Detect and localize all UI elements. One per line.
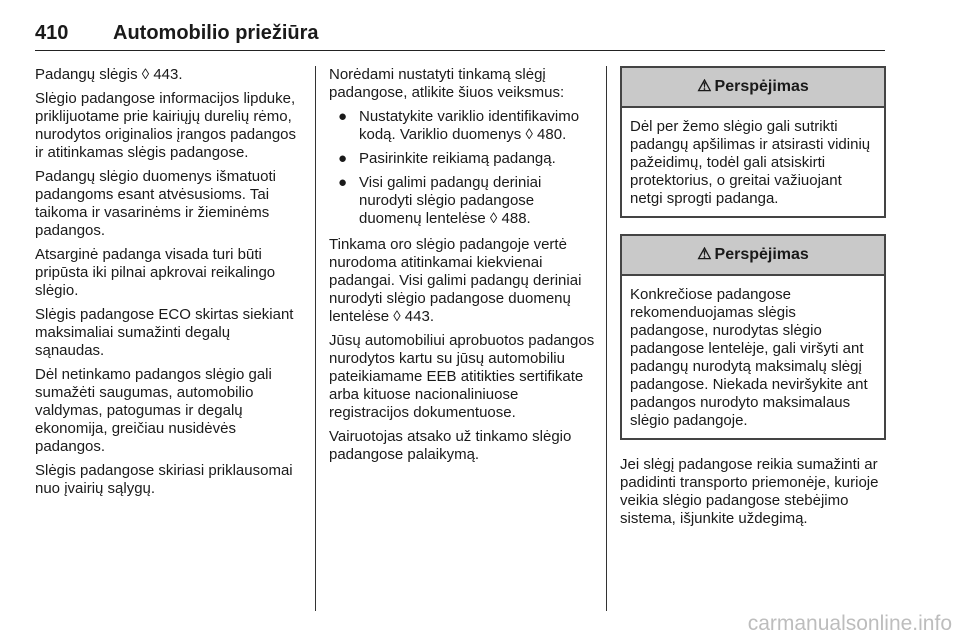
paragraph: Vairuotojas atsako už tinkamo slėgio padangose palaikymą. (329, 428, 572, 463)
paragraph: Tinkama oro slėgio padangoje vertė nurodoma atitinkamai kiekvienai padangai. Visi galimi padangų deriniai nurodyti slėgio padangose duomenų lentelėse ◊ 443. (329, 236, 582, 325)
list-item-text: Nustatykite variklio identifikavimo kodą. Variklio duomenys ◊ 480. (359, 108, 580, 143)
watermark: carmanualsonline.info (747, 612, 952, 635)
paragraph: Dėl netinkamo padangos slėgio gali sumažėti saugumas, automobilio valdymas, patogumas ir degalų ekonomija, greičiau nusidėvės padangos. (35, 366, 272, 455)
page-title: Automobilio priežiūra (113, 22, 319, 44)
header-rule (35, 50, 885, 51)
warning-title: Perspėjimas (714, 78, 809, 95)
paragraph: Jūsų automobiliui aprobuotos padangos nurodytos kartu su jūsų automobiliu pateikiamame EEB atitikties sertifikate arba kituose nacionaliniuose registracijos dokumentuose. (329, 332, 595, 421)
warning-title: Perspėjimas (714, 246, 809, 263)
warning-triangle-icon: ⚠ (697, 78, 712, 95)
warning-text: Dėl per žemo slėgio gali sutrikti padangų apšilimas ir atsirasti vidinių pažeidimų, todėl gali atsiskirti protektorius, o greitai važiuojant netgi sprogti padanga. (630, 118, 871, 207)
column-1 (35, 66, 303, 504)
list-item (329, 174, 595, 228)
paragraph: Padangų slėgio duomenys išmatuoti padangoms esant atvėsusioms. Tai taikoma ir vasarinėms ir žieminėms padangos. (35, 168, 276, 239)
warning-text: Konkrečiose padangose rekomenduojamas slėgis padangose, nurodytas slėgio padangose lentelėje, gali viršyti ant padangų nurodytą maksimalų slėgį padangose. Niekada neviršykite ant padangos nurodyto maksimalaus slėgio padangoje. (630, 286, 868, 429)
bullet-icon: ● (338, 150, 348, 167)
column-divider (315, 66, 316, 611)
warning-header (622, 236, 884, 276)
paragraph: Slėgis padangose skiriasi priklausomai nuo įvairių sąlygų. (35, 462, 293, 497)
list-item-text: Visi galimi padangų deriniai nurodyti slėgio padangose duomenų lentelėse ◊ 488. (359, 174, 542, 227)
warning-header (622, 68, 884, 108)
bullet-icon: ● (338, 174, 348, 191)
column-2 (329, 66, 595, 470)
paragraph: Padangų slėgis ◊ 443. (35, 66, 183, 83)
page-number: 410 (35, 22, 69, 44)
page-header (35, 22, 885, 52)
intro-paragraph: Norėdami nustatyti tinkamą slėgį padangose, atlikite šiuos veiksmus: (329, 66, 565, 101)
warning-box (620, 66, 886, 218)
column-divider (606, 66, 607, 611)
list-item-text: Pasirinkite reikiamą padangą. (359, 150, 556, 167)
column-3 (620, 66, 886, 534)
paragraph: Slėgis padangose ECO skirtas siekiant maksimaliai sumažinti degalų sąnaudas. (35, 306, 294, 359)
warning-triangle-icon: ⚠ (697, 246, 712, 263)
paragraph: Slėgio padangose informacijos lipduke, priklijuotame prie kairiųjų durelių rėmo, nurodytos originalios įrangos padangos ir atitinkamas slėgis padangose. (35, 90, 297, 161)
list-item (329, 150, 595, 168)
list-item (329, 108, 595, 144)
steps-list (329, 108, 595, 228)
warning-box (620, 234, 886, 440)
paragraph: Atsarginė padanga visada turi būti pripūsta iki pilnai apkrovai reikalingo slėgio. (35, 246, 276, 299)
bullet-icon: ● (338, 108, 348, 125)
paragraph: Jei slėgį padangose reikia sumažinti ar padidinti transporto priemonėje, kurioje veikia slėgio padangose stebėjimo sistema, išjunkite uždegimą. (620, 456, 879, 527)
